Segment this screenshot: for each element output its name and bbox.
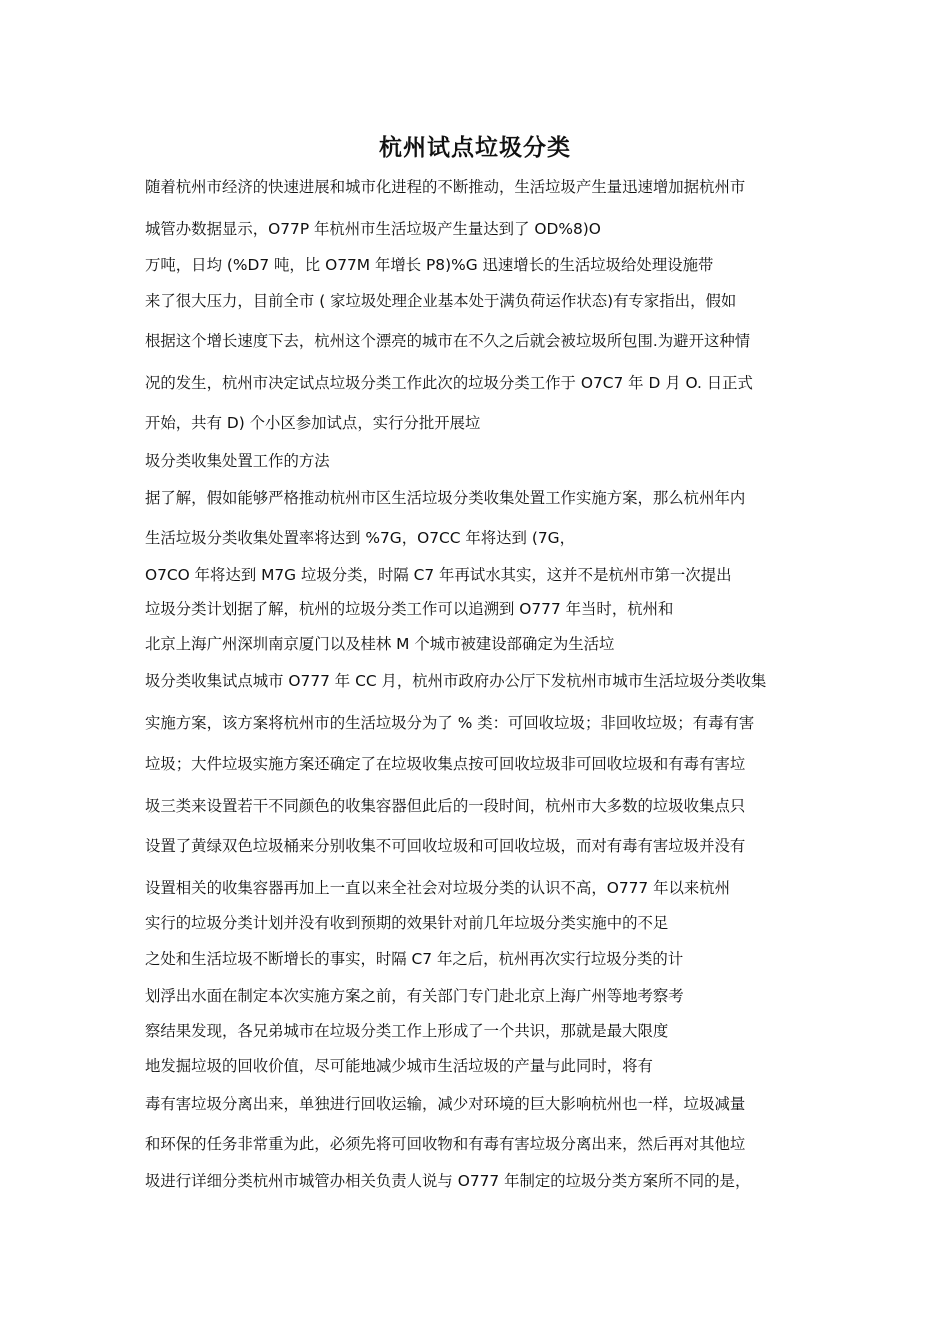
body-text-line: 城管办数据显示，O77P 年杭州市生活垃圾产生量达到了 OD%8)O	[145, 220, 601, 238]
body-text-line: 来了很大压力，目前全市 ( 家垃圾处理企业基本处于满负荷运作状态)有专家指出，假如	[145, 292, 737, 310]
body-text-line: 况的发生，杭州市决定试点垃圾分类工作此次的垃圾分类工作于 O7C7 年 D 月 O. 日正式	[145, 374, 753, 392]
body-text-line: 万吨，日均 (%D7 吨，比 O77M 年增长 P8)%G 迅速增长的生活垃圾给处理设施带	[145, 256, 714, 274]
body-text-line: 实行的垃圾分类计划并没有收到预期的效果针对前几年垃圾分类实施中的不足	[145, 914, 669, 932]
body-text-line: 圾分类收集处置工作的方法	[145, 452, 330, 470]
body-text-line: 圾分类收集试点城市 O777 年 CC 月，杭州市政府办公厅下发杭州市城市生活垃圾分类收集	[145, 672, 767, 690]
body-text-line: 实施方案，该方案将杭州市的生活垃圾分为了 % 类：可回收垃圾；非回收垃圾；有毒有害	[145, 714, 755, 732]
body-text-line: 垃圾；大件垃圾实施方案还确定了在垃圾收集点按可回收垃圾非可回收垃圾和有毒有害垃	[145, 755, 746, 773]
body-text-line: 察结果发现，各兄弟城市在垃圾分类工作上形成了一个共识，那就是最大限度	[145, 1022, 669, 1040]
body-text-line: 之处和生活垃圾不断增长的事实，时隔 C7 年之后，杭州再次实行垃圾分类的计	[145, 950, 684, 968]
body-text-line: 随着杭州市经济的快速进展和城市化进程的不断推动，生活垃圾产生量迅速增加据杭州市	[145, 178, 746, 196]
body-text-line: O7CO 年将达到 M7G 垃圾分类，时隔 C7 年再试水其实，这并不是杭州市第一次提出	[145, 566, 732, 584]
body-text-line: 和环保的任务非常重为此，必须先将可回收物和有毒有害垃圾分离出来，然后再对其他垃	[145, 1135, 746, 1153]
body-text-line: 据了解，假如能够严格推动杭州市区生活垃圾分类收集处置工作实施方案，那么杭州年内	[145, 489, 746, 507]
body-text-line: 开始，共有 D) 个小区参加试点，实行分批开展垃	[145, 414, 481, 432]
body-text-line: 根据这个增长速度下去，杭州这个漂亮的城市在不久之后就会被垃圾所包围.为避开这种情	[145, 332, 751, 350]
body-text-line: 地发掘垃圾的回收价值，尽可能地减少城市生活垃圾的产量与此同时，将有	[145, 1057, 653, 1075]
document-title: 杭州试点垃圾分类	[379, 135, 571, 161]
body-text-line: 毒有害垃圾分离出来，单独进行回收运输，减少对环境的巨大影响杭州也一样，垃圾减量	[145, 1095, 746, 1113]
body-text-line: 设置相关的收集容器再加上一直以来全社会对垃圾分类的认识不高，O777 年以来杭州	[145, 879, 731, 897]
body-text-line: 圾进行详细分类杭州市城管办相关负责人说与 O777 年制定的垃圾分类方案所不同的是，	[145, 1172, 751, 1190]
body-text-line: 划浮出水面在制定本次实施方案之前，有关部门专门赴北京上海广州等地考察考	[145, 987, 684, 1005]
body-text-line: 北京上海广州深圳南京厦门以及桂林 M 个城市被建设部确定为生活垃	[145, 635, 615, 653]
body-text-line: 设置了黄绿双色垃圾桶来分别收集不可回收垃圾和可回收垃圾，而对有毒有害垃圾并没有	[145, 837, 746, 855]
body-text-line: 圾三类来设置若干不同颜色的收集容器但此后的一段时间，杭州市大多数的垃圾收集点只	[145, 797, 746, 815]
body-text-line: 生活垃圾分类收集处置率将达到 %7G，O7CC 年将达到 (7G，	[145, 529, 575, 547]
body-text-line: 垃圾分类计划据了解，杭州的垃圾分类工作可以追溯到 O777 年当时，杭州和	[145, 600, 674, 618]
